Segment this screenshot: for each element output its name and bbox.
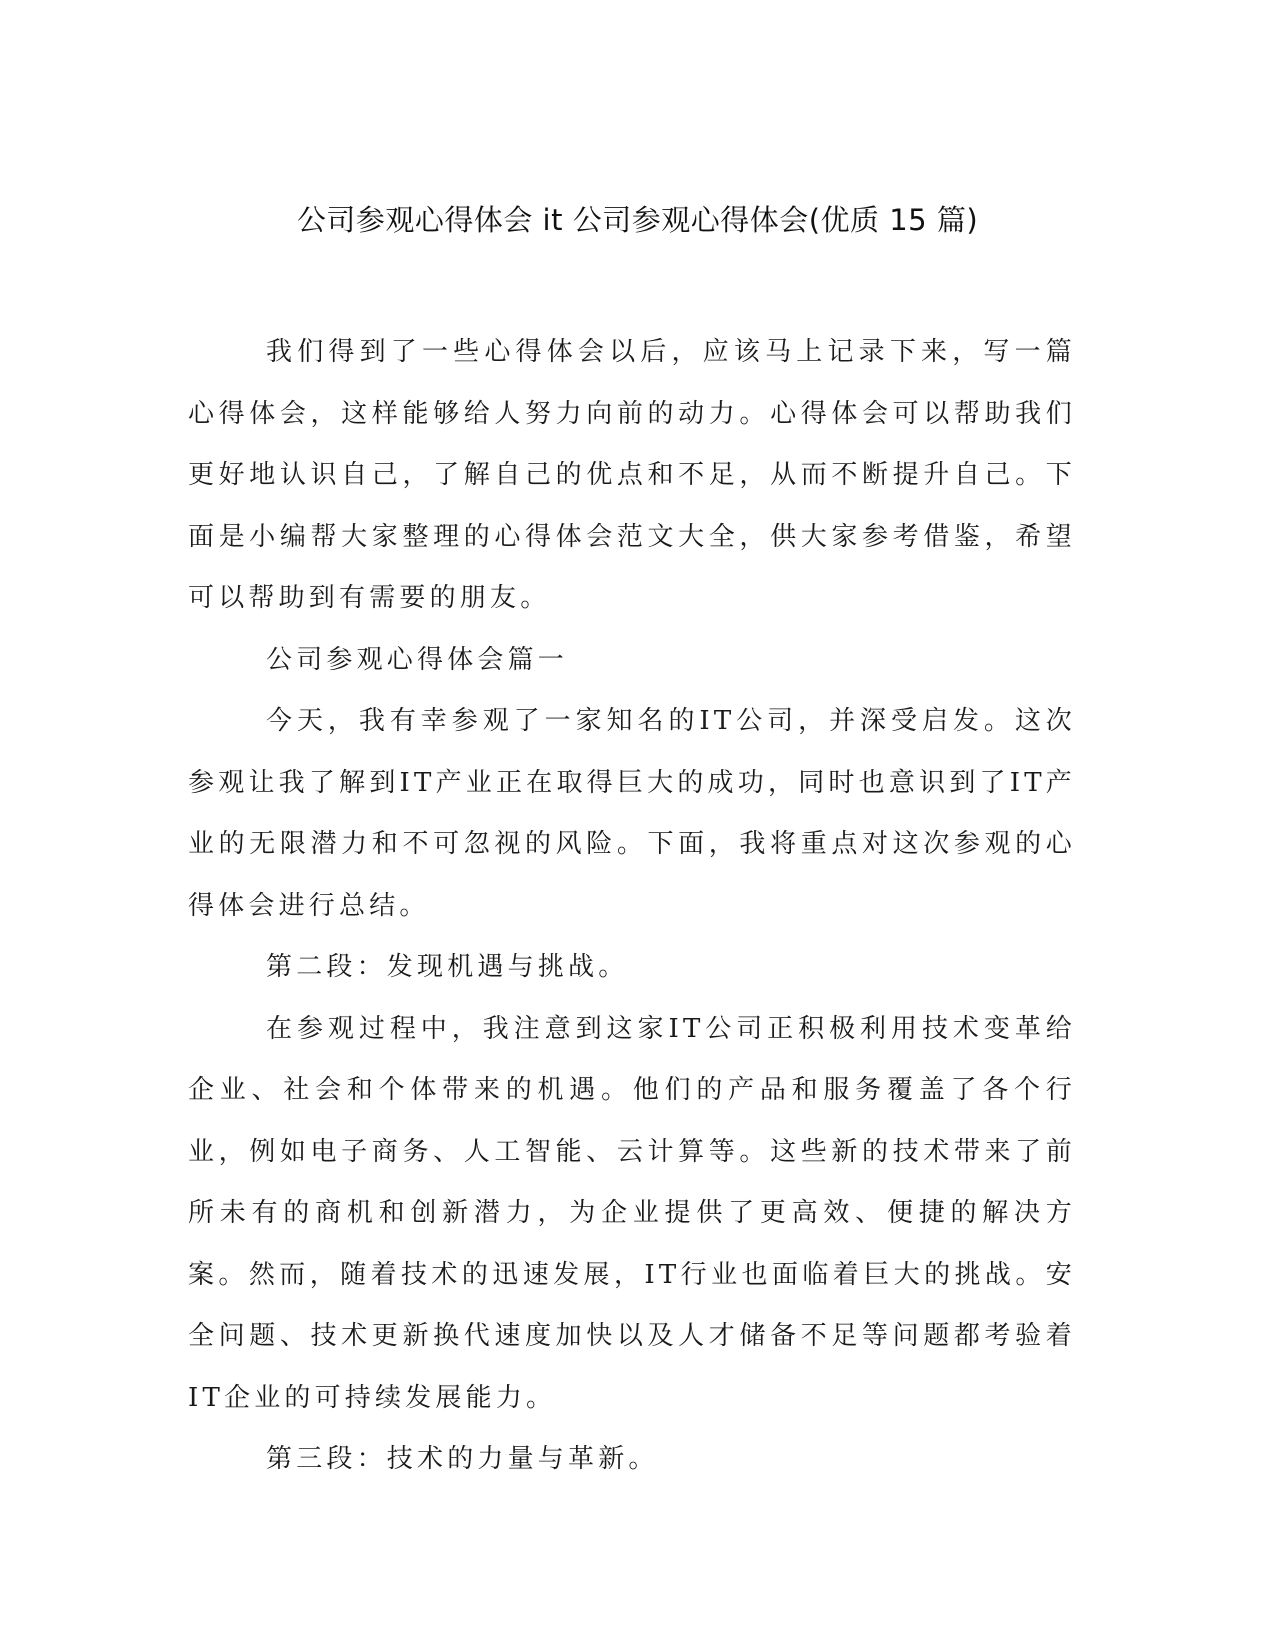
- document-title: 公司参观心得体会 it 公司参观心得体会(优质 15 篇): [296, 203, 979, 237]
- document-body: [188, 322, 1076, 1491]
- intro-paragraph: 我们得到了一些心得体会以后，应该马上记录下来，写一篇心得体会，这样能够给人努力向前的动力。心得体会可以帮助我们更好地认识自己，了解自己的优点和不足，从而不断提升自己。下面是小编帮大家整理的心得体会范文大全，供大家参考借鉴，希望可以帮助到有需要的朋友。: [188, 337, 1076, 613]
- section-heading-third: 第三段：技术的力量与革新。: [266, 1444, 659, 1474]
- section-heading-part-one: 公司参观心得体会篇一: [266, 644, 569, 675]
- section-heading-second: 第二段：发现机遇与挑战。: [266, 952, 629, 982]
- body-paragraph: 今天，我有幸参观了一家知名的IT公司，并深受启发。这次参观让我了解到IT产业正在取得巨大的成功，同时也意识到了IT产业的无限潜力和不可忽视的风险。下面，我将重点对这次参观的心得体会进行总结。: [188, 706, 1076, 921]
- body-paragraph: 在参观过程中，我注意到这家IT公司正积极利用技术变革给企业、社会和个体带来的机遇。他们的产品和服务覆盖了各个行业，例如电子商务、人工智能、云计算等。这些新的技术带来了前所未有的商机和创新潜力，为企业提供了更高效、便捷的解决方案。然而，随着技术的迅速发展，IT行业也面临着巨大的挑战。安全问题、技术更新换代速度加快以及人才储备不足等问题都考验着IT企业的可持续发展能力。: [188, 1013, 1076, 1413]
